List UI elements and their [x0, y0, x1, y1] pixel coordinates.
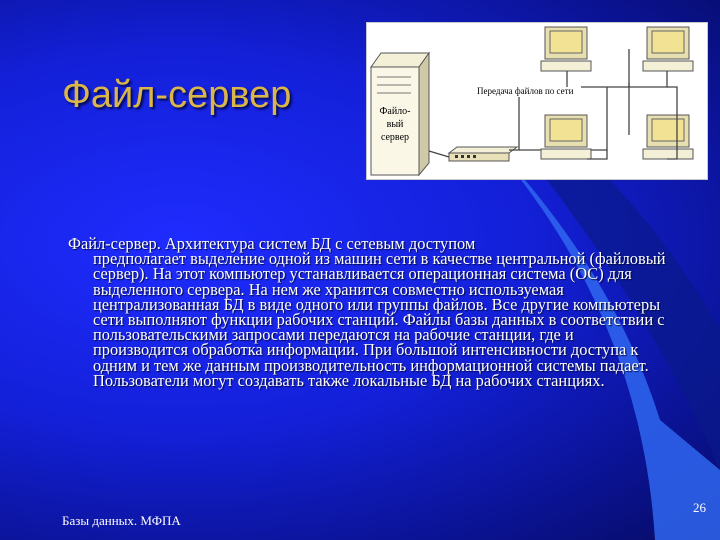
- network-label: Передача файлов по сети: [477, 86, 574, 96]
- server-label-line1: Файло-: [379, 106, 411, 117]
- footer-text: Базы данных. МФПА: [62, 513, 181, 528]
- workstation-icon: [643, 27, 693, 71]
- network-diagram: [366, 22, 708, 180]
- server-label-line3: сервер: [380, 132, 410, 143]
- body-text-first-line: Файл-сервер. Архитектура систем БД с сетевым доступом: [68, 234, 476, 253]
- workstation-icon: [541, 27, 591, 71]
- body-text-continuation: предполагает выделение одной из машин сети в качестве центральной (файловый сервер). На этот компьютер устанавливается операционная система (ОС) для выделенного сервера. На нем же хранится совместно используемая централизованная БД в виде одного или группы файлов. Все другие компьютеры сети выполняют функции рабочих станций. Файлы базы данных в соответствии с пользовательскими запросами передаются на рабочие станции, где и производится обработка информации. При большой интенсивности доступа к одним и тем же данным производительность информационной системы падает. Пользователи могут создавать также локальные БД на рабочих станциях.: [93, 249, 666, 390]
- server-label-line2: вый: [386, 119, 404, 130]
- workstation-icon: [541, 115, 591, 159]
- page-number: 26: [693, 500, 706, 515]
- body-text: [68, 236, 668, 388]
- server-icon: [371, 53, 429, 175]
- workstation-icon: [643, 115, 693, 159]
- slide-title: Файл-сервер: [62, 74, 292, 116]
- hub-icon: [449, 147, 517, 161]
- network-cables: [429, 49, 629, 157]
